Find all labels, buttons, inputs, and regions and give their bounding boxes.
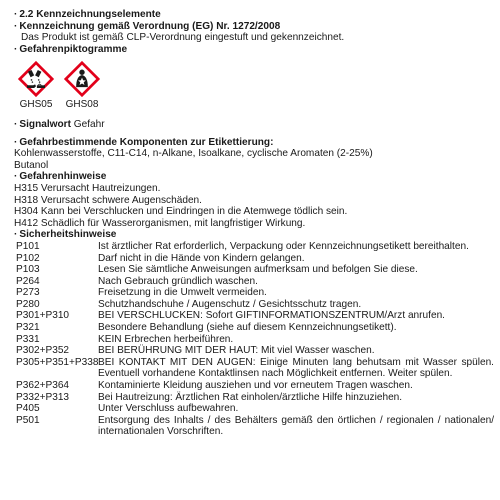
pictogram-code: GHS08 (65, 99, 99, 111)
precaution-code: P405 (16, 403, 40, 415)
corrosion-icon (18, 61, 54, 97)
precaution-row (16, 276, 494, 288)
precaution-text: Freisetzung in die Umwelt vermeiden. (98, 287, 267, 299)
precaution-row (16, 415, 494, 438)
precaution-row (16, 403, 494, 415)
precaution-code: P280 (16, 298, 40, 310)
precaution-text: Bei Hautreizung: Ärztlichen Rat einholen/ärztliche Hilfe hinzuziehen. (98, 391, 403, 403)
pictogram-ghs05 (18, 61, 54, 111)
regulation-text: Das Produkt ist gemäß CLP-Verordnung eingestuft und gekennzeichnet. (21, 32, 345, 44)
precaution-row (16, 334, 494, 346)
precaution-text: Unter Verschluss aufbewahren. (98, 403, 239, 415)
precaution-code: P301+P310 (16, 310, 70, 322)
precaution-text: Entsorgung des Inhalts / des Behälters gemäß den örtlichen / regionalen / nationalen/ internationalen Vorschriften. (98, 414, 494, 438)
precaution-code: P305+P351+P338 (16, 356, 99, 368)
precaution-text: Darf nicht in die Hände von Kindern gelangen. (98, 252, 305, 264)
precaution-row (16, 241, 494, 253)
precaution-code: P101 (16, 240, 40, 252)
hazard-heading: · Gefahrenhinweise (14, 171, 107, 183)
precaution-code: P362+P364 (16, 380, 70, 392)
signal-word-value: Gefahr (73, 118, 105, 130)
precaution-text: BEI KONTAKT MIT DEN AUGEN: Einige Minuten lang behutsam mit Wasser spülen. Eventuell vorhandene Kontaktlinsen nach Möglichkeit entfernen. Weiter spülen. (98, 356, 494, 380)
precaution-text: Lesen Sie sämtliche Anweisungen aufmerksam und befolgen Sie diese. (98, 264, 418, 276)
pictograms-heading: · Gefahrenpiktogramme (14, 43, 128, 55)
precaution-row (16, 264, 494, 276)
pictogram-ghs08 (64, 61, 100, 111)
precaution-text: Schutzhandschuhe / Augenschutz / Gesichtsschutz tragen. (98, 298, 362, 310)
components-line: Butanol (14, 159, 49, 171)
precaution-row (16, 322, 494, 334)
precaution-row (16, 253, 494, 265)
hazard-statement: H304 Kann bei Verschlucken und Eindringen in die Atemwege tödlich sein. (14, 206, 348, 218)
health-hazard-icon (64, 61, 100, 97)
precaution-code: P501 (16, 414, 40, 426)
precaution-code: P332+P313 (16, 391, 70, 403)
precaution-code: P102 (16, 252, 40, 264)
components-heading: · Gefahrbestimmende Komponenten zur Etikettierung: (14, 136, 274, 148)
hazard-statement: H412 Schädlich für Wasserorganismen, mit langfristiger Wirkung. (14, 217, 306, 229)
pictogram-row (18, 61, 494, 111)
regulation-heading: · Kennzeichnung gemäß Verordnung (EG) Nr. 1272/2008 (14, 20, 281, 32)
precaution-row (16, 392, 494, 404)
precaution-row (16, 357, 494, 380)
precaution-row (16, 287, 494, 299)
section-heading: · 2.2 Kennzeichnungselemente (14, 9, 161, 20)
precaution-text: BEI VERSCHLUCKEN: Sofort GIFTINFORMATIONSZENTRUM/Arzt anrufen. (98, 310, 445, 322)
components-line: Kohlenwasserstoffe, C11-C14, n-Alkane, Isoalkane, cyclische Aromaten (2-25%) (14, 148, 373, 160)
precaution-code: P273 (16, 287, 40, 299)
precaution-code: P331 (16, 333, 40, 345)
precaution-text: KEIN Erbrechen herbeiführen. (98, 333, 234, 345)
precaution-code: P302+P352 (16, 345, 70, 357)
precaution-heading: · Sicherheitshinweise (14, 229, 117, 241)
label-elements-section (14, 9, 494, 438)
precaution-row (16, 310, 494, 322)
precaution-text: Ist ärztlicher Rat erforderlich, Verpackung oder Kennzeichnungsetikett bereithalten. (98, 240, 469, 252)
precaution-code: P264 (16, 275, 40, 287)
precaution-text: Nach Gebrauch gründlich waschen. (98, 275, 258, 287)
precaution-row (16, 380, 494, 392)
precaution-row (16, 299, 494, 311)
precaution-code: P321 (16, 322, 40, 334)
precaution-text: BEI BERÜHRUNG MIT DER HAUT: Mit viel Wasser waschen. (98, 345, 375, 357)
precaution-row (16, 345, 494, 357)
hazard-statement: H318 Verursacht schwere Augenschäden. (14, 194, 202, 206)
precaution-code: P103 (16, 264, 40, 276)
pictogram-code: GHS05 (19, 99, 53, 111)
precaution-list (16, 241, 494, 438)
signal-word: · Signalwort Gefahr (14, 118, 105, 130)
precaution-text: Kontaminierte Kleidung ausziehen und vor erneutem Tragen waschen. (98, 380, 413, 392)
hazard-statement: H315 Verursacht Hautreizungen. (14, 182, 161, 194)
precaution-text: Besondere Behandlung (siehe auf diesem Kennzeichnungsetikett). (98, 322, 397, 334)
